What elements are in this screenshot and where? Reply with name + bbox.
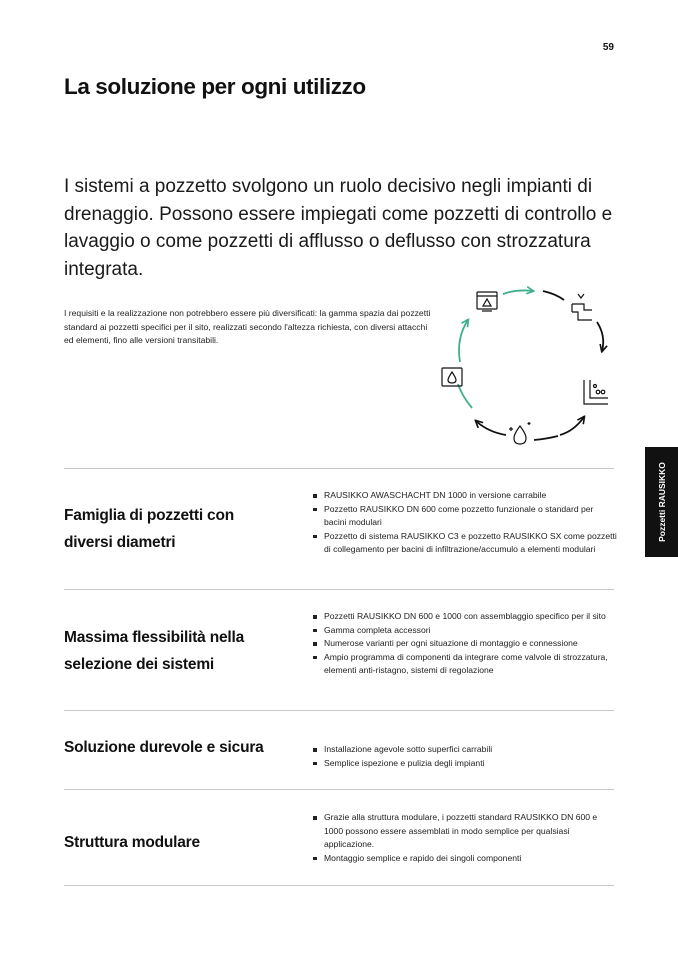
list-item: Pozzetti RAUSIKKO DN 600 e 1000 con assemblaggio specifico per il sito bbox=[312, 610, 617, 624]
drop-in-box-icon bbox=[442, 368, 462, 386]
list-item: RAUSIKKO AWASCHACHT DN 1000 in versione carrabile bbox=[312, 489, 617, 503]
list-item: Ampio programma di componenti da integrare come valvole di strozzatura, elementi anti-ristagno, sistemi di regolazione bbox=[312, 651, 617, 678]
feature-list bbox=[312, 610, 617, 678]
feature-title: Soluzione durevole e sicura bbox=[64, 739, 264, 756]
cycle-arrow-7 bbox=[534, 436, 558, 440]
page-number: 59 bbox=[602, 42, 614, 53]
cycle-arrow-5 bbox=[458, 384, 472, 408]
section-divider bbox=[64, 710, 614, 711]
intro-paragraph: I requisiti e la realizzazione non potrebbero essere più diversificati: la gamma spazia dai pozzetti standard ai pozzetti specifici per il sito, realizzati secondo l'altezza richiesta, con diversi attacchi ed elementi, fino alle versioni transitabili. bbox=[64, 308, 431, 345]
side-tab bbox=[645, 447, 678, 557]
cycle-arrow-4 bbox=[560, 417, 584, 435]
list-item: Installazione agevole sotto superfici carrabili bbox=[312, 743, 617, 757]
feature-list bbox=[312, 811, 617, 865]
section-divider bbox=[64, 885, 614, 886]
list-item: Semplice ispezione e pulizia degli impianti bbox=[312, 757, 617, 771]
cycle-arrow-1 bbox=[503, 290, 533, 294]
cycle-arrow-2 bbox=[543, 291, 564, 300]
lead-paragraph: I sistemi a pozzetto svolgono un ruolo decisivo negli impianti di drenaggio. Possono essere impiegati come pozzetti di controllo e lavaggio o come pozzetti di afflusso o deflusso con strozzatura integrata. bbox=[64, 176, 613, 280]
list-item: Pozzetto di sistema RAUSIKKO C3 e pozzetto RAUSIKKO SX come pozzetti di collegamento per bacini di infiltrazione/accumulo a elementi modulari bbox=[312, 530, 617, 557]
cycle-arrow-8 bbox=[476, 421, 506, 435]
clean-drop-icon bbox=[509, 422, 531, 444]
feature-list bbox=[312, 743, 617, 770]
feature-list bbox=[312, 489, 617, 557]
section-divider bbox=[64, 789, 614, 790]
cycle-arrow-3 bbox=[597, 322, 603, 351]
list-item: Numerose varianti per ogni situazione di montaggio e connessione bbox=[312, 637, 617, 651]
side-tab-label: Pozzetti RAUSIKKO bbox=[656, 462, 667, 542]
list-item: Pozzetto RAUSIKKO DN 600 come pozzetto funzionale o standard per bacini modulari bbox=[312, 503, 617, 530]
page-title: La soluzione per ogni utilizzo bbox=[64, 74, 366, 99]
list-item: Montaggio semplice e rapido dei singoli componenti bbox=[312, 852, 617, 866]
list-item: Gamma completa accessori bbox=[312, 624, 617, 638]
section-divider bbox=[64, 468, 614, 469]
cycle-arrow-6 bbox=[459, 320, 468, 362]
feature-title: Struttura modulare bbox=[64, 834, 200, 851]
list-item: Grazie alla struttura modulare, i pozzetti standard RAUSIKKO DN 600 e 1000 possono essere assemblati in modo semplice per qualsiasi applicazione. bbox=[312, 811, 617, 852]
pipe-inlet-icon bbox=[584, 380, 608, 404]
control-panel-icon bbox=[477, 292, 497, 311]
section-divider bbox=[64, 589, 614, 590]
feature-title: Massima flessibilità nella selezione dei sistemi bbox=[64, 629, 245, 673]
feature-title: Famiglia di pozzetti con diversi diametri bbox=[64, 507, 235, 551]
process-cycle-diagram bbox=[432, 280, 622, 452]
pipe-outlet-icon bbox=[572, 294, 592, 320]
